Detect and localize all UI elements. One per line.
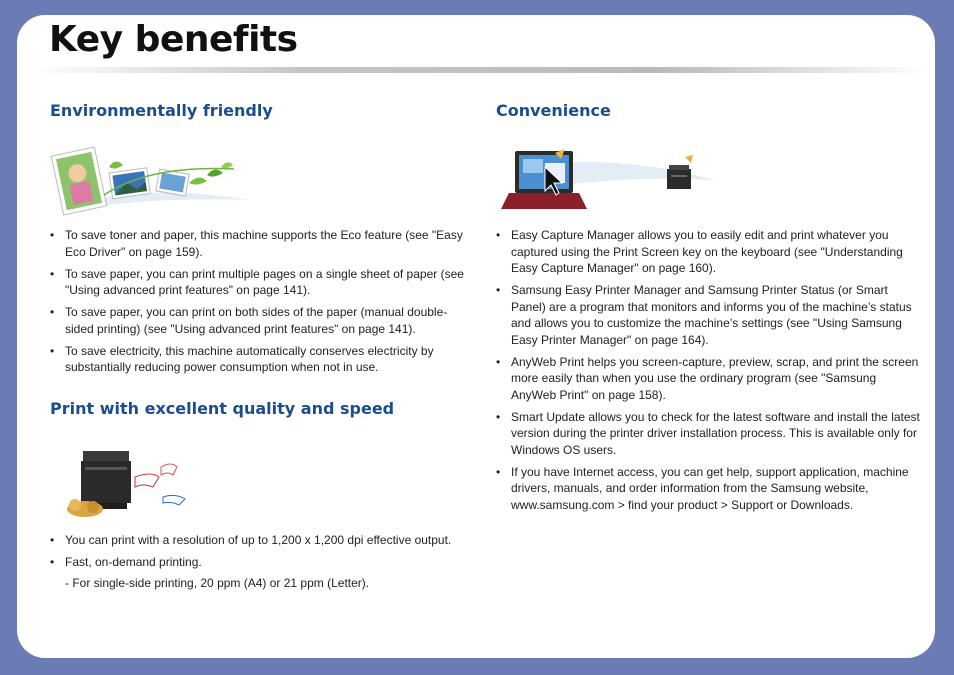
list-item: • To save toner and paper, this machine supports the Eco feature (see "Easy Eco Driver" on page 159). <box>50 228 463 259</box>
list-item: • Easy Capture Manager allows you to easily edit and print whatever you captured using the Print Screen key on the keyboard (see "Understanding Easy Capture Manager" on page 160). <box>496 228 903 275</box>
list-item: • To save paper, you can print on both sides of the paper (manual double-sided printing) (see "Using advanced print features" on page 141). <box>50 305 448 336</box>
section-heading-quality-speed: Print with excellent quality and speed <box>50 399 395 418</box>
section-heading-environment: Environmentally friendly <box>50 101 273 120</box>
convenience-bullet-list <box>496 227 921 519</box>
list-item: • Smart Update allows you to check for the latest software and install the latest version during the printer driver installation process. This is available only for Windows OS users. <box>496 409 920 457</box>
title-divider <box>29 67 929 73</box>
page-title: Key benefits <box>49 19 298 60</box>
list-item: • To save paper, you can print multiple pages on a single sheet of paper (see "Using advanced print features" on page 141). <box>50 266 464 297</box>
quality-bullet-list <box>50 532 480 597</box>
speed-subnote: - For single-side printing, 20 ppm (A4) or 21 ppm (Letter). <box>65 575 370 590</box>
list-item: • You can print with a resolution of up to 1,200 x 1,200 dpi effective output. <box>50 533 452 547</box>
page <box>17 15 935 658</box>
list-item: • Fast, on-demand printing. - For single-side printing, 20 ppm (A4) or 21 ppm (Letter). <box>50 554 480 591</box>
list-item: • If you have Internet access, you can get help, support application, machine drivers, manuals, and order information from the Samsung website, www.samsung.com > find your product > Support or Downloads. <box>496 464 909 512</box>
section-heading-convenience: Convenience <box>496 101 611 120</box>
list-item: • Samsung Easy Printer Manager and Samsung Printer Status (or Smart Panel) are a program that monitors and informs you of the machine’s status and allows you to customize the machine’s settings (see "Using Samsung Easy Printer Manager" on page 164). <box>496 283 912 347</box>
list-item: • AnyWeb Print helps you screen-capture, preview, scrap, and print the screen more easily than when you use the ordinary program (see "Samsung AnyWeb Print" on page 158). <box>496 354 919 402</box>
list-item: • To save electricity, this machine automatically conserves electricity by substantially reducing power consumption when not in use. <box>50 343 434 374</box>
eco-illustration <box>49 145 254 217</box>
convenience-illustration <box>495 145 725 225</box>
environment-bullet-list <box>50 227 475 381</box>
printer-illustration <box>63 447 193 519</box>
